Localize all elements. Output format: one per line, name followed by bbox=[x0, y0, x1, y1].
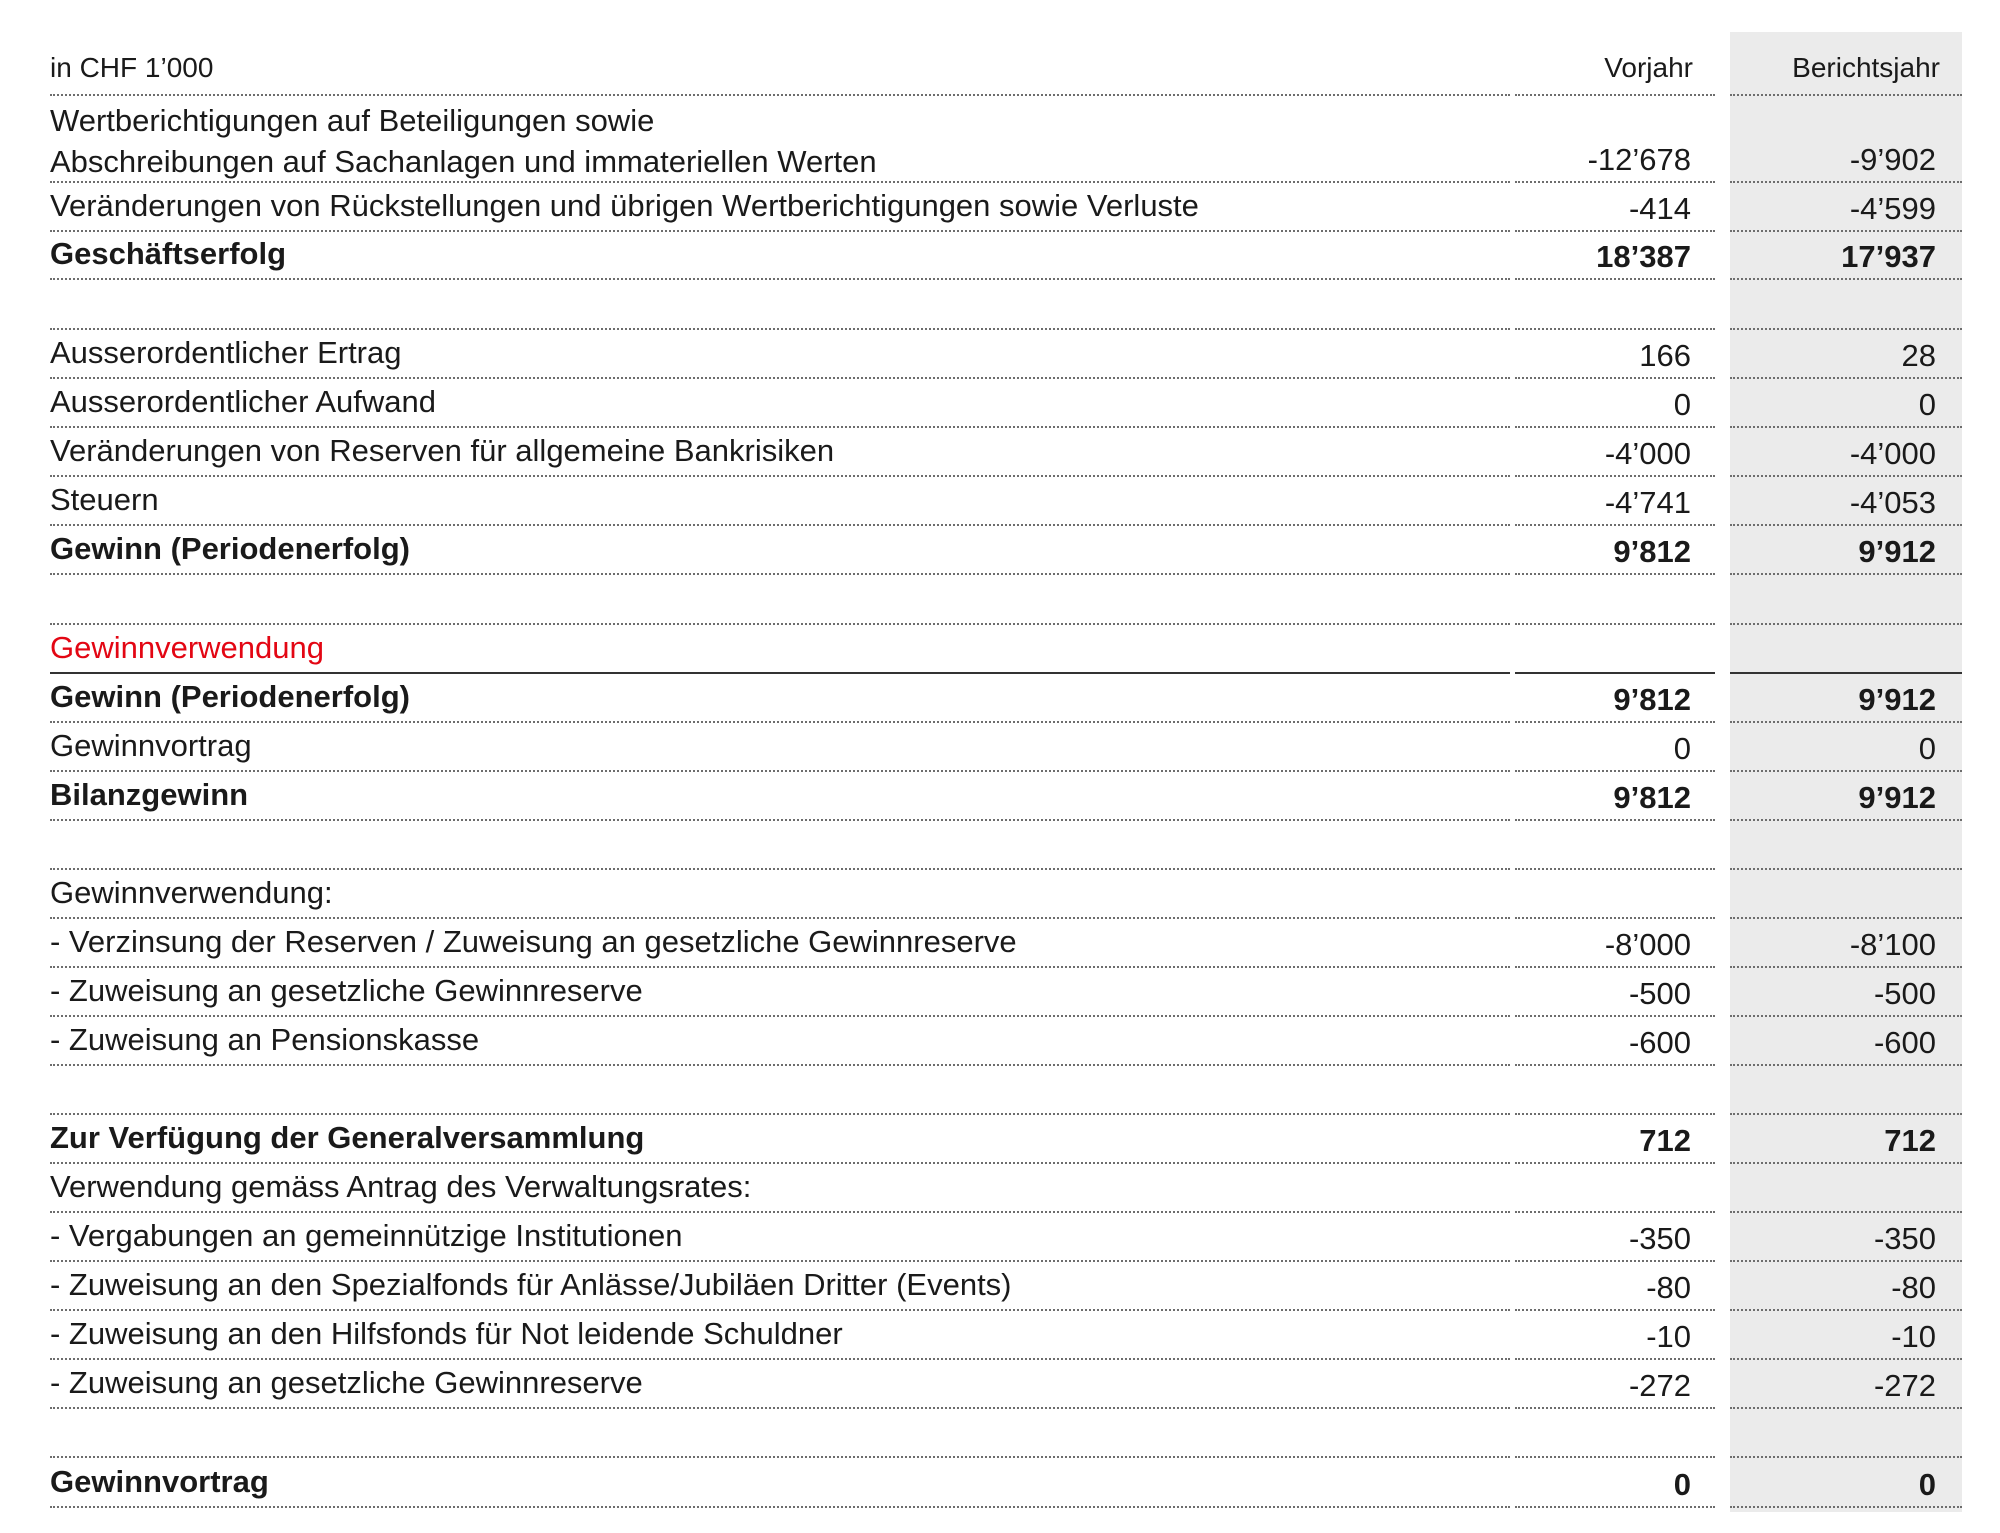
row-label-cell bbox=[50, 234, 1510, 280]
value-prev-year: -4’000 bbox=[1604, 436, 1691, 471]
row-label: Gewinn (Periodenerfolg) bbox=[50, 531, 410, 566]
value-current-year: -4’599 bbox=[1849, 191, 1936, 226]
value-current-year: -4’053 bbox=[1849, 485, 1936, 520]
table-row bbox=[0, 774, 2000, 821]
value-current-year: -8’100 bbox=[1849, 927, 1936, 962]
row-label: Ausserordentlicher Ertrag bbox=[50, 335, 402, 370]
row-label: Verwendung gemäss Antrag des Verwaltungsrates: bbox=[50, 1169, 752, 1204]
value-current-year-cell bbox=[1730, 1411, 1962, 1458]
value-prev-year: -12’678 bbox=[1587, 142, 1691, 177]
value-prev-year-cell bbox=[1515, 774, 1715, 821]
table-row bbox=[0, 676, 2000, 723]
value-current-year-cell bbox=[1730, 332, 1962, 379]
value-current-year: -80 bbox=[1891, 1270, 1936, 1305]
value-prev-year-cell bbox=[1515, 725, 1715, 772]
value-current-year-cell bbox=[1730, 1313, 1962, 1360]
row-label-cell bbox=[50, 479, 1510, 526]
value-prev-year: -414 bbox=[1628, 191, 1691, 226]
value-prev-year: 9’812 bbox=[1613, 682, 1691, 717]
value-prev-year-cell bbox=[1515, 921, 1715, 968]
value-current-year-cell bbox=[1730, 725, 1962, 772]
row-label: Ausserordentlicher Aufwand bbox=[50, 384, 437, 419]
value-prev-year-cell bbox=[1515, 332, 1715, 379]
row-label: - Vergabungen an gemeinnützige Institutionen bbox=[50, 1218, 683, 1253]
value-prev-year-cell bbox=[1515, 1166, 1715, 1213]
row-label-cell bbox=[50, 921, 1510, 968]
value-current-year-cell bbox=[1730, 528, 1962, 575]
row-label: - Zuweisung an den Hilfsfonds für Not leidende Schuldner bbox=[50, 1316, 843, 1351]
row-label: Steuern bbox=[50, 482, 159, 517]
value-current-year: -600 bbox=[1873, 1025, 1936, 1060]
value-current-year-cell bbox=[1730, 479, 1962, 526]
value-prev-year-cell bbox=[1515, 96, 1715, 183]
value-prev-year-cell bbox=[1515, 381, 1715, 428]
value-current-year-cell bbox=[1730, 577, 1962, 625]
value-prev-year-cell bbox=[1515, 872, 1715, 919]
value-prev-year-cell bbox=[1515, 1362, 1715, 1409]
row-label: - Zuweisung an Pensionskasse bbox=[50, 1022, 480, 1057]
row-label: Bilanzgewinn bbox=[50, 777, 249, 812]
value-current-year: -500 bbox=[1873, 976, 1936, 1011]
column-header-prev-label: Vorjahr bbox=[1604, 52, 1693, 83]
value-prev-year-cell bbox=[1515, 1313, 1715, 1360]
value-current-year-cell bbox=[1730, 1019, 1962, 1066]
unit-label: in CHF 1’000 bbox=[50, 52, 214, 83]
value-current-year-cell bbox=[1730, 430, 1962, 477]
table-row bbox=[0, 1411, 2000, 1458]
value-prev-year: 18’387 bbox=[1596, 239, 1691, 274]
row-label-cell bbox=[50, 774, 1510, 821]
value-prev-year-cell bbox=[1515, 1264, 1715, 1311]
value-prev-year-cell bbox=[1515, 234, 1715, 280]
table-row bbox=[0, 1313, 2000, 1360]
row-label-line: Abschreibungen auf Sachanlagen und immateriellen Werten bbox=[50, 144, 877, 179]
table-row bbox=[0, 872, 2000, 919]
value-current-year-cell bbox=[1730, 823, 1962, 870]
value-current-year: 9’912 bbox=[1858, 534, 1936, 569]
value-current-year-cell bbox=[1730, 381, 1962, 428]
section-heading-row bbox=[0, 627, 2000, 674]
value-prev-year-cell bbox=[1515, 676, 1715, 723]
unit-header bbox=[50, 32, 1510, 96]
table-row bbox=[0, 96, 2000, 183]
table-row bbox=[0, 1166, 2000, 1213]
value-current-year-cell bbox=[1730, 282, 1962, 330]
value-prev-year-cell bbox=[1515, 1019, 1715, 1066]
row-label-cell bbox=[50, 1362, 1510, 1409]
value-prev-year-cell bbox=[1515, 528, 1715, 575]
table-row bbox=[0, 282, 2000, 330]
value-prev-year-cell bbox=[1515, 1411, 1715, 1458]
row-label-cell bbox=[50, 528, 1510, 575]
table-row bbox=[0, 1460, 2000, 1508]
value-current-year: 17’937 bbox=[1841, 239, 1936, 274]
value-prev-year-cell bbox=[1515, 185, 1715, 232]
row-label: Gewinnverwendung: bbox=[50, 875, 333, 910]
table-row bbox=[0, 823, 2000, 870]
value-prev-year-cell bbox=[1515, 577, 1715, 625]
value-prev-year-cell bbox=[1515, 430, 1715, 477]
table-row bbox=[0, 577, 2000, 625]
value-prev-year-cell bbox=[1515, 970, 1715, 1017]
value-prev-year-cell bbox=[1515, 282, 1715, 330]
table-row bbox=[0, 234, 2000, 280]
table-row bbox=[0, 921, 2000, 968]
value-current-year: -4’000 bbox=[1849, 436, 1936, 471]
value-current-year-cell bbox=[1730, 627, 1962, 674]
value-current-year: 28 bbox=[1901, 338, 1936, 373]
value-current-year-cell bbox=[1730, 1166, 1962, 1213]
row-label: Gewinn (Periodenerfolg) bbox=[50, 679, 410, 714]
row-label: - Zuweisung an den Spezialfonds für Anlässe/Jubiläen Dritter (Events) bbox=[50, 1267, 1012, 1302]
value-current-year-cell bbox=[1730, 872, 1962, 919]
row-label: Gewinnvortrag bbox=[50, 728, 252, 763]
value-prev-year: 0 bbox=[1673, 731, 1691, 766]
value-prev-year: 0 bbox=[1673, 1467, 1691, 1502]
value-prev-year: -4’741 bbox=[1604, 485, 1691, 520]
table-row bbox=[0, 1362, 2000, 1409]
table-row bbox=[0, 528, 2000, 575]
table-row bbox=[0, 332, 2000, 379]
value-prev-year: 9’812 bbox=[1613, 534, 1691, 569]
value-current-year-cell bbox=[1730, 185, 1962, 232]
table-row bbox=[0, 1264, 2000, 1311]
value-prev-year: -600 bbox=[1628, 1025, 1691, 1060]
row-label-cell bbox=[50, 1215, 1510, 1262]
row-label: - Zuweisung an gesetzliche Gewinnreserve bbox=[50, 973, 643, 1008]
row-label-cell bbox=[50, 1166, 1510, 1213]
row-label: Geschäftserfolg bbox=[50, 236, 287, 271]
table-row bbox=[0, 185, 2000, 232]
row-label-cell bbox=[50, 282, 1510, 330]
value-prev-year: -500 bbox=[1628, 976, 1691, 1011]
value-current-year-cell bbox=[1730, 676, 1962, 723]
value-prev-year: 0 bbox=[1673, 387, 1691, 422]
row-label-cell bbox=[50, 1460, 1510, 1508]
value-current-year: -10 bbox=[1891, 1319, 1936, 1354]
value-current-year-cell bbox=[1730, 1068, 1962, 1115]
value-prev-year: 712 bbox=[1639, 1123, 1691, 1158]
value-prev-year-cell bbox=[1515, 1068, 1715, 1115]
value-prev-year-cell bbox=[1515, 1215, 1715, 1262]
value-prev-year: -350 bbox=[1628, 1221, 1691, 1256]
row-label-cell bbox=[50, 725, 1510, 772]
value-current-year-cell bbox=[1730, 1264, 1962, 1311]
row-label: - Zuweisung an gesetzliche Gewinnreserve bbox=[50, 1365, 643, 1400]
value-current-year-cell bbox=[1730, 921, 1962, 968]
row-label-cell bbox=[50, 1313, 1510, 1360]
value-current-year-cell bbox=[1730, 1362, 1962, 1409]
row-label: Zur Verfügung der Generalversammlung bbox=[50, 1120, 645, 1155]
row-label-cell bbox=[50, 676, 1510, 723]
value-current-year: 0 bbox=[1918, 1467, 1936, 1502]
value-current-year: -350 bbox=[1873, 1221, 1936, 1256]
value-prev-year: -10 bbox=[1646, 1319, 1691, 1354]
column-header-cur-label: Berichtsjahr bbox=[1792, 52, 1940, 83]
value-current-year: 0 bbox=[1918, 387, 1936, 422]
table-row bbox=[0, 1019, 2000, 1066]
value-current-year-cell bbox=[1730, 970, 1962, 1017]
value-current-year-cell bbox=[1730, 234, 1962, 280]
row-label: Veränderungen von Rückstellungen und übrigen Wertberichtigungen sowie Verluste bbox=[50, 188, 1199, 223]
table-row bbox=[0, 970, 2000, 1017]
value-prev-year: -80 bbox=[1646, 1270, 1691, 1305]
row-label-cell bbox=[50, 430, 1510, 477]
value-current-year: -9’902 bbox=[1849, 142, 1936, 177]
row-label: - Verzinsung der Reserven / Zuweisung an gesetzliche Gewinnreserve bbox=[50, 924, 1017, 959]
row-label-cell bbox=[50, 577, 1510, 625]
row-label-cell bbox=[50, 970, 1510, 1017]
row-label-cell bbox=[50, 1019, 1510, 1066]
table-row bbox=[0, 1068, 2000, 1115]
table-row bbox=[0, 479, 2000, 526]
table-row bbox=[0, 381, 2000, 428]
table-row bbox=[0, 430, 2000, 477]
value-current-year: 712 bbox=[1884, 1123, 1936, 1158]
column-header-cur bbox=[1730, 32, 1962, 96]
value-prev-year-cell bbox=[1515, 1117, 1715, 1164]
value-current-year: -272 bbox=[1873, 1368, 1936, 1403]
table-row bbox=[0, 1215, 2000, 1262]
value-prev-year-cell bbox=[1515, 479, 1715, 526]
row-label: Gewinnvortrag bbox=[50, 1464, 269, 1499]
row-label-cell bbox=[50, 96, 1510, 183]
column-header-prev bbox=[1515, 32, 1715, 96]
value-prev-year-cell bbox=[1515, 627, 1715, 674]
row-label-line: Wertberichtigungen auf Beteiligungen sowie bbox=[50, 103, 655, 138]
value-current-year: 0 bbox=[1918, 731, 1936, 766]
value-prev-year: -8’000 bbox=[1604, 927, 1691, 962]
row-label-cell bbox=[50, 1264, 1510, 1311]
row-label: Veränderungen von Reserven für allgemeine Bankrisiken bbox=[50, 433, 835, 468]
row-label-cell bbox=[50, 332, 1510, 379]
row-label-cell bbox=[50, 1117, 1510, 1164]
value-current-year-cell bbox=[1730, 96, 1962, 183]
value-current-year: 9’912 bbox=[1858, 780, 1936, 815]
row-label-cell bbox=[50, 627, 1510, 674]
value-prev-year: 166 bbox=[1639, 338, 1691, 373]
value-prev-year: -272 bbox=[1628, 1368, 1691, 1403]
row-label-cell bbox=[50, 381, 1510, 428]
table-row bbox=[0, 725, 2000, 772]
row-label: Gewinnverwendung bbox=[50, 630, 325, 665]
value-current-year: 9’912 bbox=[1858, 682, 1936, 717]
value-current-year-cell bbox=[1730, 1460, 1962, 1508]
row-label-cell bbox=[50, 1068, 1510, 1115]
row-label-cell bbox=[50, 1411, 1510, 1458]
row-label-cell bbox=[50, 823, 1510, 870]
row-label-cell bbox=[50, 872, 1510, 919]
value-prev-year: 9’812 bbox=[1613, 780, 1691, 815]
value-prev-year-cell bbox=[1515, 1460, 1715, 1508]
value-current-year-cell bbox=[1730, 774, 1962, 821]
value-current-year-cell bbox=[1730, 1117, 1962, 1164]
value-prev-year-cell bbox=[1515, 823, 1715, 870]
table-row bbox=[0, 1117, 2000, 1164]
row-label-cell bbox=[50, 185, 1510, 232]
value-current-year-cell bbox=[1730, 1215, 1962, 1262]
